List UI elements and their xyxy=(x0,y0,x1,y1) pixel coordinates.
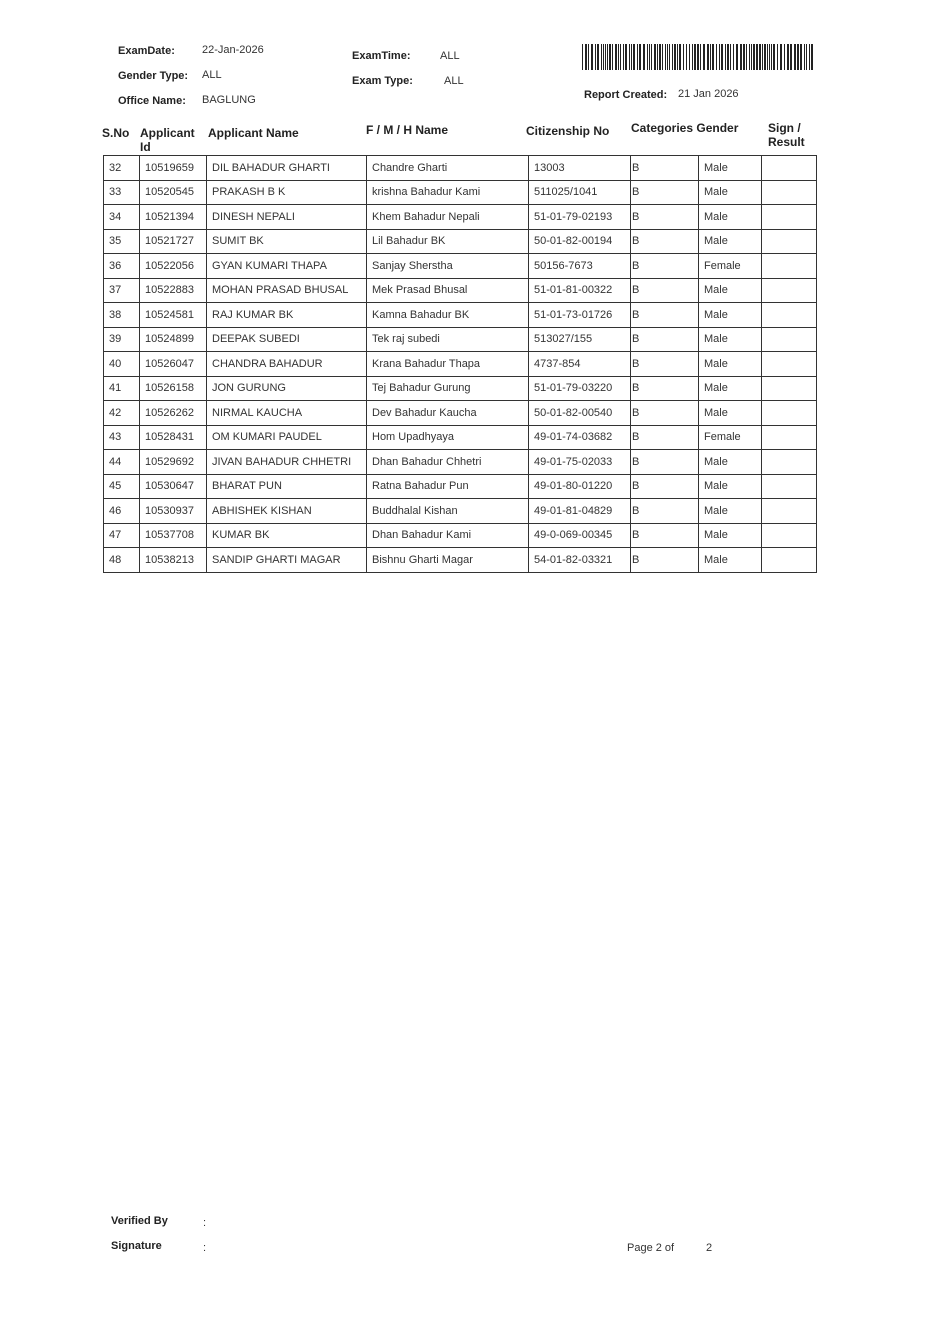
barcode-bar xyxy=(749,44,750,70)
cell-sno: 36 xyxy=(104,254,140,279)
cell-sign-result xyxy=(762,499,817,524)
cell-sign-result xyxy=(762,474,817,499)
cell-fmh-name: Khem Bahadur Nepali xyxy=(367,205,529,230)
cell-sign-result xyxy=(762,278,817,303)
cell-sign-result xyxy=(762,229,817,254)
cell-citizenship: 49-01-75-02033 xyxy=(529,450,631,475)
cell-applicant-id: 10519659 xyxy=(140,156,207,181)
barcode-bar xyxy=(585,44,587,70)
barcode-bar xyxy=(719,44,720,70)
cell-applicant-name: DIL BAHADUR GHARTI xyxy=(207,156,367,181)
table-row xyxy=(104,450,817,475)
cell-sign-result xyxy=(762,523,817,548)
barcode-bar xyxy=(654,44,656,70)
cell-category: B xyxy=(631,376,699,401)
cell-fmh-name: Tek raj subedi xyxy=(367,327,529,352)
cell-gender: Male xyxy=(699,548,762,573)
cell-applicant-id: 10530937 xyxy=(140,499,207,524)
barcode-bar xyxy=(603,44,604,70)
cell-gender: Male xyxy=(699,156,762,181)
cell-sno: 42 xyxy=(104,401,140,426)
cell-fmh-name: Dhan Bahadur Chhetri xyxy=(367,450,529,475)
cell-applicant-name: OM KUMARI PAUDEL xyxy=(207,425,367,450)
barcode-bar xyxy=(756,44,758,70)
applicant-table xyxy=(103,155,817,573)
cell-sign-result xyxy=(762,254,817,279)
barcode-bar xyxy=(769,44,770,70)
cell-applicant-id: 10521394 xyxy=(140,205,207,230)
cell-sno: 47 xyxy=(104,523,140,548)
barcode-bar xyxy=(707,44,709,70)
cell-fmh-name: Bishnu Gharti Magar xyxy=(367,548,529,573)
col-header-sign-line1: Sign / xyxy=(768,121,801,135)
barcode-bar xyxy=(679,44,681,70)
gender-type-label: Gender Type: xyxy=(118,70,189,82)
barcode-bar xyxy=(721,44,723,70)
table-row xyxy=(104,156,817,181)
barcode-bar xyxy=(662,44,663,70)
barcode-bar xyxy=(595,44,596,70)
cell-applicant-id: 10529692 xyxy=(140,450,207,475)
barcode-bar xyxy=(618,44,619,70)
cell-citizenship: 4737-854 xyxy=(529,352,631,377)
exam-date-label: ExamDate: xyxy=(118,45,175,57)
cell-category: B xyxy=(631,548,699,573)
office-name-value: BAGLUNG xyxy=(202,94,256,106)
cell-applicant-id: 10524581 xyxy=(140,303,207,328)
col-header-fmh-name: F / M / H Name xyxy=(366,123,449,137)
barcode-bar xyxy=(697,44,699,70)
barcode-bar xyxy=(651,44,652,70)
barcode-bar xyxy=(647,44,648,70)
cell-gender: Male xyxy=(699,303,762,328)
cell-citizenship: 50-01-82-00540 xyxy=(529,401,631,426)
cell-applicant-id: 10530647 xyxy=(140,474,207,499)
cell-applicant-id: 10524899 xyxy=(140,327,207,352)
cell-applicant-id: 10526047 xyxy=(140,352,207,377)
cell-applicant-name: GYAN KUMARI THAPA xyxy=(207,254,367,279)
barcode-bar xyxy=(633,44,635,70)
col-header-applicant-id xyxy=(140,126,195,154)
table-row xyxy=(104,278,817,303)
table-row xyxy=(104,474,817,499)
cell-fmh-name: Dhan Bahadur Kami xyxy=(367,523,529,548)
table-row xyxy=(104,205,817,230)
cell-category: B xyxy=(631,205,699,230)
cell-fmh-name: Tej Bahadur Gurung xyxy=(367,376,529,401)
barcode-bar xyxy=(623,44,624,70)
cell-sno: 33 xyxy=(104,180,140,205)
cell-applicant-name: KUMAR BK xyxy=(207,523,367,548)
cell-category: B xyxy=(631,352,699,377)
cell-category: B xyxy=(631,327,699,352)
cell-gender: Male xyxy=(699,401,762,426)
barcode xyxy=(582,44,814,70)
cell-sno: 44 xyxy=(104,450,140,475)
cell-sign-result xyxy=(762,401,817,426)
report-created-label: Report Created: xyxy=(584,89,668,101)
page-total: 2 xyxy=(706,1242,713,1254)
cell-gender: Female xyxy=(699,425,762,450)
barcode-bar xyxy=(588,44,589,70)
barcode-bar xyxy=(767,44,768,70)
cell-sign-result xyxy=(762,450,817,475)
barcode-bar xyxy=(777,44,778,70)
barcode-bar xyxy=(672,44,673,70)
cell-applicant-name: ABHISHEK KISHAN xyxy=(207,499,367,524)
cell-gender: Male xyxy=(699,474,762,499)
barcode-bar xyxy=(686,44,687,70)
cell-sno: 34 xyxy=(104,205,140,230)
barcode-bar xyxy=(773,44,775,70)
report-created-value: 21 Jan 2026 xyxy=(678,88,739,100)
verified-by-label: Verified By xyxy=(111,1215,168,1227)
col-header-applicant-id-line2: Id xyxy=(140,140,151,154)
cell-applicant-id: 10522883 xyxy=(140,278,207,303)
barcode-bar xyxy=(764,44,766,70)
barcode-bar xyxy=(692,44,693,70)
barcode-bar xyxy=(601,44,602,70)
barcode-bar xyxy=(771,44,772,70)
barcode-bar xyxy=(727,44,729,70)
cell-gender: Male xyxy=(699,278,762,303)
cell-gender: Male xyxy=(699,229,762,254)
cell-applicant-name: DINESH NEPALI xyxy=(207,205,367,230)
barcode-bar xyxy=(631,44,632,70)
exam-type-label: Exam Type: xyxy=(352,75,413,87)
barcode-bar xyxy=(657,44,658,70)
cell-citizenship: 511025/1041 xyxy=(529,180,631,205)
cell-gender: Male xyxy=(699,180,762,205)
signature-colon: : xyxy=(203,1242,207,1254)
barcode-bar xyxy=(700,44,701,70)
barcode-bar xyxy=(689,44,690,70)
barcode-bar xyxy=(677,44,678,70)
cell-gender: Male xyxy=(699,376,762,401)
signature-label: Signature xyxy=(111,1240,162,1252)
col-header-sign-line2: Result xyxy=(768,135,805,149)
cell-category: B xyxy=(631,425,699,450)
table-row xyxy=(104,548,817,573)
cell-citizenship: 51-01-79-02193 xyxy=(529,205,631,230)
barcode-bar xyxy=(710,44,711,70)
barcode-bar xyxy=(669,44,670,70)
barcode-bar xyxy=(746,44,747,70)
barcode-bar xyxy=(694,44,696,70)
cell-sno: 40 xyxy=(104,352,140,377)
barcode-bar xyxy=(787,44,789,70)
cell-citizenship: 51-01-73-01726 xyxy=(529,303,631,328)
cell-citizenship: 51-01-81-00322 xyxy=(529,278,631,303)
table-row xyxy=(104,254,817,279)
barcode-bar xyxy=(797,44,799,70)
barcode-bar xyxy=(629,44,630,70)
table-row xyxy=(104,425,817,450)
cell-category: B xyxy=(631,450,699,475)
cell-fmh-name: Lil Bahadur BK xyxy=(367,229,529,254)
barcode-bar xyxy=(649,44,650,70)
cell-sign-result xyxy=(762,327,817,352)
col-header-applicant-id-line1: Applicant xyxy=(140,126,195,140)
cell-sign-result xyxy=(762,548,817,573)
table-row xyxy=(104,229,817,254)
barcode-bar xyxy=(806,44,807,70)
cell-fmh-name: Mek Prasad Bhusal xyxy=(367,278,529,303)
cell-citizenship: 54-01-82-03321 xyxy=(529,548,631,573)
col-header-citizenship: Citizenship No xyxy=(526,124,610,138)
barcode-bar xyxy=(667,44,668,70)
barcode-bar xyxy=(582,44,583,70)
gender-type-value: ALL xyxy=(202,69,222,81)
barcode-bar xyxy=(609,44,611,70)
barcode-bar xyxy=(712,44,714,70)
cell-sno: 45 xyxy=(104,474,140,499)
cell-gender: Male xyxy=(699,450,762,475)
col-header-sno: S.No xyxy=(102,126,130,140)
cell-applicant-name: SANDIP GHARTI MAGAR xyxy=(207,548,367,573)
table-row xyxy=(104,499,817,524)
cell-applicant-name: CHANDRA BAHADUR xyxy=(207,352,367,377)
cell-gender: Male xyxy=(699,523,762,548)
cell-category: B xyxy=(631,254,699,279)
exam-time-value: ALL xyxy=(440,50,460,62)
cell-sign-result xyxy=(762,156,817,181)
cell-category: B xyxy=(631,499,699,524)
cell-fmh-name: Sanjay Sherstha xyxy=(367,254,529,279)
exam-type-value: ALL xyxy=(444,75,464,87)
cell-fmh-name: Buddhalal Kishan xyxy=(367,499,529,524)
exam-date-value: 22-Jan-2026 xyxy=(202,44,264,56)
cell-sno: 32 xyxy=(104,156,140,181)
barcode-bar xyxy=(733,44,734,70)
barcode-bar xyxy=(665,44,666,70)
cell-sno: 37 xyxy=(104,278,140,303)
verified-by-colon: : xyxy=(203,1217,207,1229)
cell-sno: 38 xyxy=(104,303,140,328)
barcode-bar xyxy=(790,44,792,70)
exam-time-label: ExamTime: xyxy=(352,50,411,62)
barcode-bar xyxy=(607,44,608,70)
cell-fmh-name: krishna Bahadur Kami xyxy=(367,180,529,205)
table-row xyxy=(104,180,817,205)
barcode-bar xyxy=(736,44,738,70)
cell-category: B xyxy=(631,180,699,205)
cell-sno: 41 xyxy=(104,376,140,401)
cell-category: B xyxy=(631,156,699,181)
barcode-bar xyxy=(716,44,717,70)
barcode-bar xyxy=(740,44,742,70)
cell-fmh-name: Krana Bahadur Thapa xyxy=(367,352,529,377)
cell-applicant-id: 10537708 xyxy=(140,523,207,548)
cell-citizenship: 50-01-82-00194 xyxy=(529,229,631,254)
barcode-bar xyxy=(811,44,813,70)
page-label: Page 2 of xyxy=(627,1242,675,1254)
barcode-bar xyxy=(759,44,761,70)
cell-applicant-id: 10522056 xyxy=(140,254,207,279)
cell-citizenship: 49-01-81-04829 xyxy=(529,499,631,524)
barcode-bar xyxy=(643,44,645,70)
barcode-bar xyxy=(637,44,638,70)
table-row xyxy=(104,327,817,352)
barcode-bar xyxy=(591,44,593,70)
barcode-bar xyxy=(597,44,599,70)
cell-applicant-name: JON GURUNG xyxy=(207,376,367,401)
barcode-bar xyxy=(794,44,796,70)
barcode-bar xyxy=(743,44,745,70)
cell-applicant-id: 10521727 xyxy=(140,229,207,254)
cell-citizenship: 13003 xyxy=(529,156,631,181)
cell-gender: Male xyxy=(699,205,762,230)
cell-category: B xyxy=(631,401,699,426)
cell-gender: Male xyxy=(699,352,762,377)
cell-category: B xyxy=(631,523,699,548)
cell-fmh-name: Kamna Bahadur BK xyxy=(367,303,529,328)
cell-applicant-name: NIRMAL KAUCHA xyxy=(207,401,367,426)
cell-fmh-name: Hom Upadhyaya xyxy=(367,425,529,450)
cell-fmh-name: Chandre Gharti xyxy=(367,156,529,181)
cell-citizenship: 51-01-79-03220 xyxy=(529,376,631,401)
cell-sign-result xyxy=(762,180,817,205)
cell-applicant-name: DEEPAK SUBEDI xyxy=(207,327,367,352)
cell-fmh-name: Ratna Bahadur Pun xyxy=(367,474,529,499)
cell-gender: Female xyxy=(699,254,762,279)
barcode-bar xyxy=(753,44,755,70)
barcode-bar xyxy=(780,44,782,70)
cell-gender: Male xyxy=(699,327,762,352)
table-row xyxy=(104,401,817,426)
barcode-bar xyxy=(605,44,606,70)
col-header-categories-gender: Categories Gender xyxy=(631,121,739,135)
barcode-bar xyxy=(639,44,641,70)
cell-applicant-name: SUMIT BK xyxy=(207,229,367,254)
cell-citizenship: 49-01-80-01220 xyxy=(529,474,631,499)
cell-sign-result xyxy=(762,303,817,328)
barcode-bar xyxy=(762,44,763,70)
barcode-bar xyxy=(659,44,661,70)
cell-citizenship: 49-01-74-03682 xyxy=(529,425,631,450)
barcode-bar xyxy=(625,44,627,70)
cell-citizenship: 50156-7673 xyxy=(529,254,631,279)
barcode-bar xyxy=(751,44,752,70)
cell-sno: 46 xyxy=(104,499,140,524)
barcode-bar xyxy=(800,44,802,70)
barcode-bar xyxy=(703,44,705,70)
cell-applicant-id: 10526262 xyxy=(140,401,207,426)
barcode-bar xyxy=(612,44,613,70)
cell-applicant-name: RAJ KUMAR BK xyxy=(207,303,367,328)
barcode-bar xyxy=(725,44,726,70)
table-row xyxy=(104,376,817,401)
cell-sno: 43 xyxy=(104,425,140,450)
cell-applicant-id: 10520545 xyxy=(140,180,207,205)
cell-gender: Male xyxy=(699,499,762,524)
cell-applicant-name: JIVAN BAHADUR CHHETRI xyxy=(207,450,367,475)
cell-sno: 48 xyxy=(104,548,140,573)
cell-sno: 39 xyxy=(104,327,140,352)
cell-category: B xyxy=(631,474,699,499)
cell-sign-result xyxy=(762,376,817,401)
cell-applicant-name: BHARAT PUN xyxy=(207,474,367,499)
cell-category: B xyxy=(631,303,699,328)
cell-sno: 35 xyxy=(104,229,140,254)
cell-sign-result xyxy=(762,352,817,377)
office-name-label: Office Name: xyxy=(118,95,186,107)
barcode-bar xyxy=(620,44,621,70)
cell-fmh-name: Dev Bahadur Kaucha xyxy=(367,401,529,426)
cell-category: B xyxy=(631,229,699,254)
cell-applicant-name: MOHAN PRASAD BHUSAL xyxy=(207,278,367,303)
barcode-bar xyxy=(615,44,617,70)
table-row xyxy=(104,523,817,548)
table-row xyxy=(104,352,817,377)
cell-applicant-name: PRAKASH B K xyxy=(207,180,367,205)
cell-sign-result xyxy=(762,205,817,230)
cell-applicant-id: 10528431 xyxy=(140,425,207,450)
barcode-bar xyxy=(804,44,805,70)
barcode-bar xyxy=(683,44,684,70)
barcode-bar xyxy=(809,44,810,70)
cell-citizenship: 513027/155 xyxy=(529,327,631,352)
table-row xyxy=(104,303,817,328)
cell-category: B xyxy=(631,278,699,303)
col-header-sign-result xyxy=(768,121,805,149)
barcode-bar xyxy=(730,44,731,70)
barcode-bar xyxy=(784,44,785,70)
cell-sign-result xyxy=(762,425,817,450)
col-header-applicant-name: Applicant Name xyxy=(208,126,299,140)
cell-applicant-id: 10526158 xyxy=(140,376,207,401)
barcode-bar xyxy=(674,44,676,70)
cell-applicant-id: 10538213 xyxy=(140,548,207,573)
cell-citizenship: 49-0-069-00345 xyxy=(529,523,631,548)
